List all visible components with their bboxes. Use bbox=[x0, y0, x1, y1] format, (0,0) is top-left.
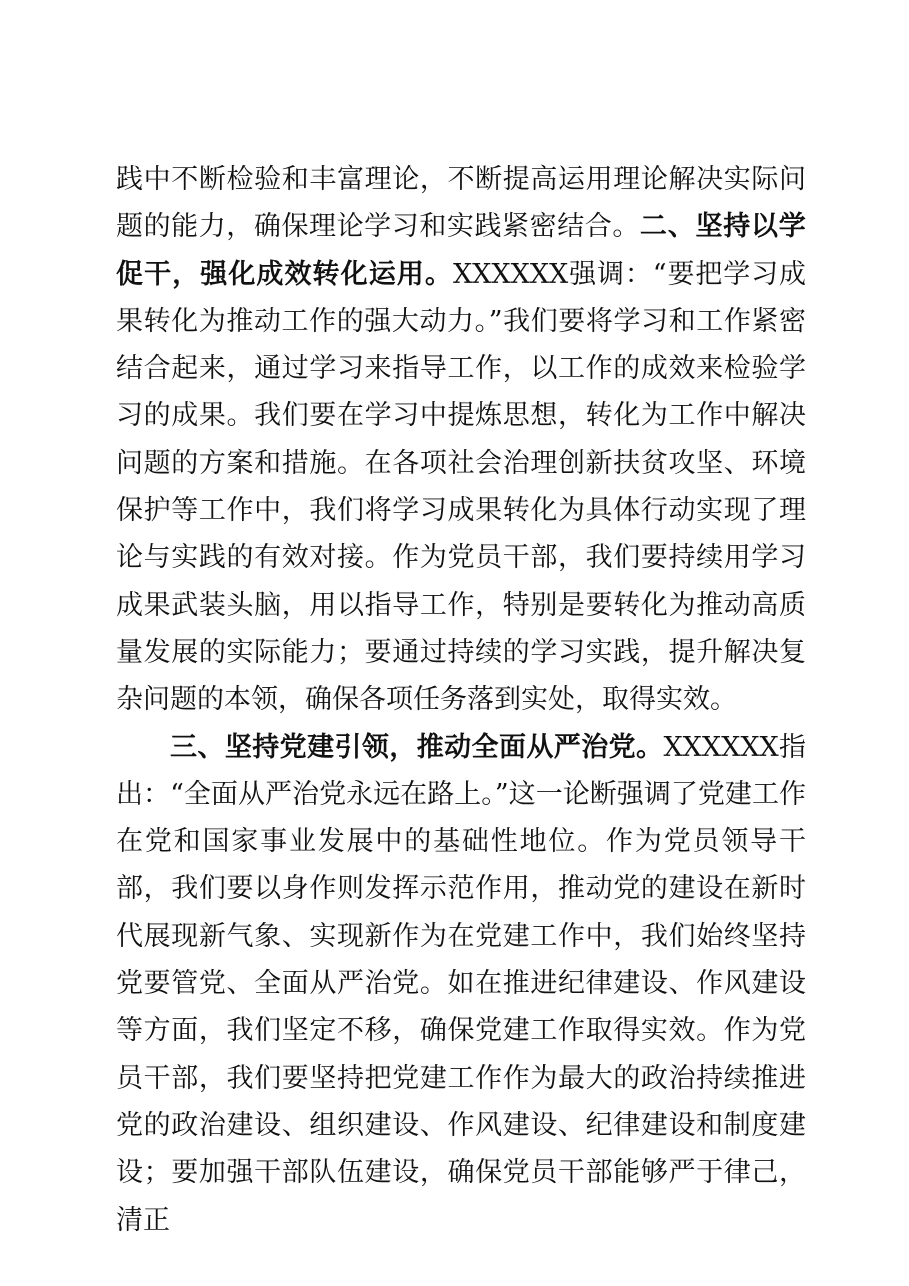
paragraph-text-start: 践中不断检验和丰富理论，不断提高运用理论解决实际问题的能力，确保理论学习和实践紧密结合。 bbox=[116, 164, 806, 243]
section-heading-three: 三、坚持党建引领，推动全面从严治党。 bbox=[170, 731, 664, 763]
paragraph-text: XXXXXX强调：“要把学习成果转化为推动工作的强大动力。”我们要将学习和工作紧密结合起来，通过学习来指导工作，以工作的成效来检验学习的成果。我们要在学习中提炼思想，转化为工作中解决问题的方案和措施。在各项社会治理创新扶贫攻坚、环境保护等工作中，我们将学习成果转化为具体行动实现了理论与实践的有效对接。作为党员干部，我们要持续用学习成果武装头脑，用以指导工作，特别是要转化为推动高质量发展的实际能力；要通过持续的学习实践，提升解决复杂问题的本领，确保各项任务落到实处，取得实效。 bbox=[116, 258, 806, 716]
paragraph-section-three bbox=[116, 724, 806, 1244]
document-body bbox=[116, 156, 806, 1244]
section-heading-two: 二、坚持以学促干，强化成效转化运用。 bbox=[116, 211, 806, 290]
paragraph-continuation bbox=[116, 156, 806, 724]
paragraph-text: XXXXXX指出：“全面从严治党永远在路上。”这一论断强调了党建工作在党和国家事业发展中的基础性地位。作为党员领导干部，我们要以身作则发挥示范作用，推动党的建设在新时代展现新气象、实现新作为在党建工作中，我们始终坚持党要管党、全面从严治党。如在推进纪律建设、作风建设等方面，我们坚定不移，确保党建工作取得实效。作为党员干部，我们要坚持把党建工作作为最大的政治持续推进党的政治建设、组织建设、作风建设、纪律建设和制度建设；要加强干部队伍建设，确保党员干部能够严于律己，清正 bbox=[116, 731, 806, 1236]
